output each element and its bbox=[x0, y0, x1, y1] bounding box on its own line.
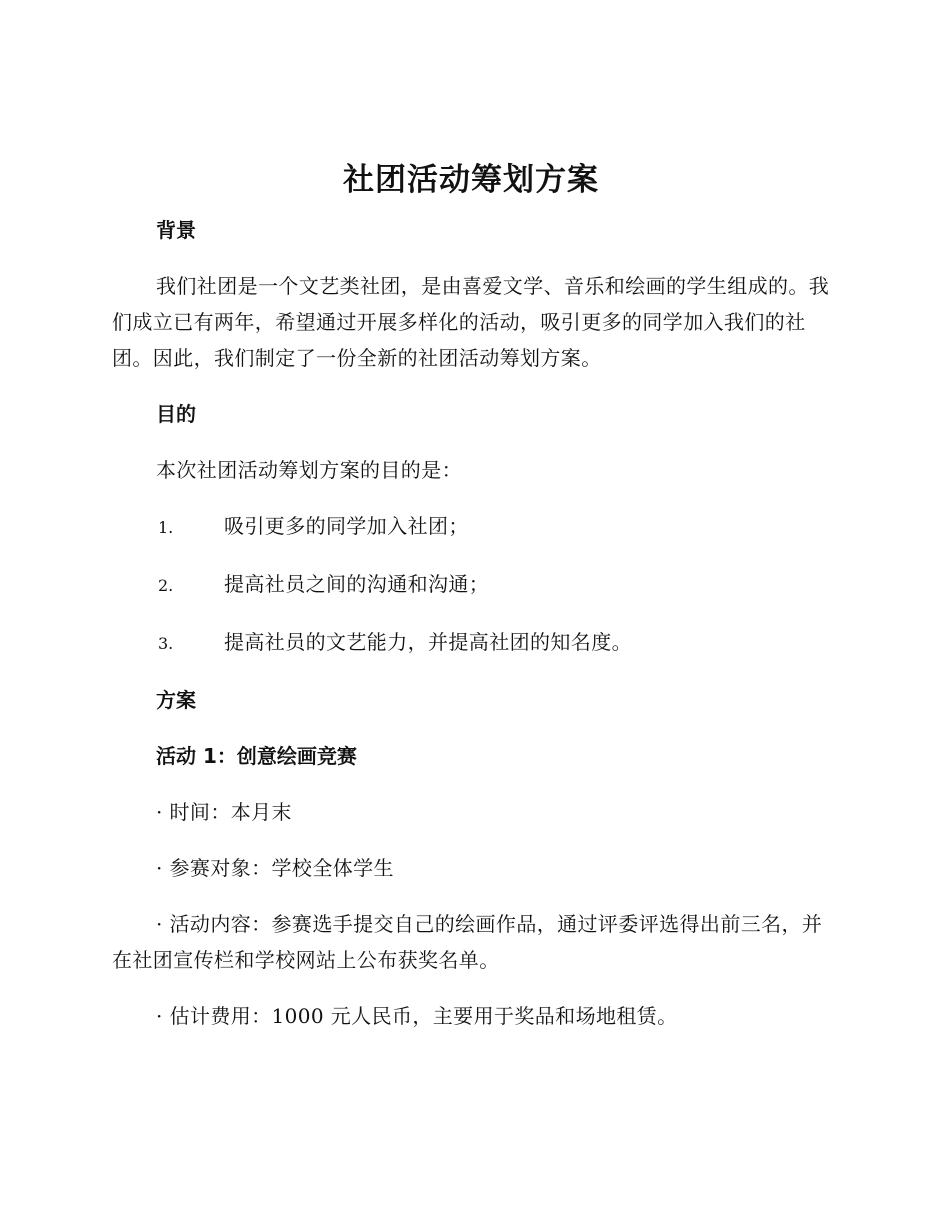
list-item-number: 2. bbox=[158, 576, 174, 595]
list-item-number: 3. bbox=[158, 634, 174, 653]
section-heading-plan: 方案 bbox=[156, 688, 196, 712]
activity-1-cost: · 估计费用：1000 元人民币，主要用于奖品和场地租赁。 bbox=[156, 1004, 678, 1028]
purpose-intro: 本次社团活动筹划方案的目的是： bbox=[156, 458, 462, 482]
list-item-text: 提高社员之间的沟通和沟通； bbox=[224, 572, 490, 596]
list-item-text: 提高社员的文艺能力，并提高社团的知名度。 bbox=[224, 630, 632, 654]
list-item bbox=[112, 508, 830, 546]
background-paragraph: 我们社团是一个文艺类社团，是由喜爱文学、音乐和绘画的学生组成的。我们成立已有两年，希望通过开展多样化的活动，吸引更多的同学加入我们的社团。因此，我们制定了一份全新的社团活动筹划方案。 bbox=[112, 274, 830, 370]
section-heading-purpose: 目的 bbox=[156, 402, 196, 426]
list-item-text: 吸引更多的同学加入社团； bbox=[224, 514, 469, 538]
purpose-list bbox=[112, 508, 830, 662]
list-item-number: 1. bbox=[158, 518, 174, 537]
section-heading-background: 背景 bbox=[156, 218, 196, 242]
activity-1-heading: 活动 1：创意绘画竞赛 bbox=[156, 744, 357, 768]
activity-1-participants: · 参赛对象：学校全体学生 bbox=[156, 856, 394, 880]
list-item bbox=[112, 624, 830, 662]
activity-1-content: · 活动内容：参赛选手提交自己的绘画作品，通过评委评选得出前三名，并在社团宣传栏和学校网站上公布获奖名单。 bbox=[112, 912, 823, 972]
list-item bbox=[112, 566, 830, 604]
activity-1-time: · 时间：本月末 bbox=[156, 800, 292, 824]
document-title: 社团活动筹划方案 bbox=[343, 162, 599, 198]
